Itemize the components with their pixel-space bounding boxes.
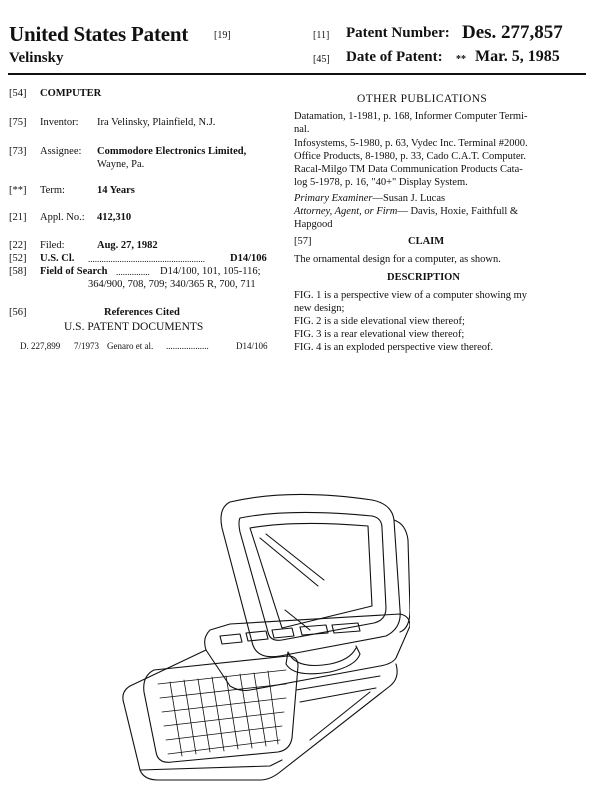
publication-2: Infosystems, 5-1980, p. 63, Vydec Inc. Terminal #2000. [294,138,528,149]
refs-title: References Cited [104,307,180,318]
ref-name: Genaro et al. [107,341,154,351]
term-value: 14 Years [97,185,135,196]
patent-office-title: United States Patent [9,22,189,46]
appl-label: Appl. No.: [40,212,85,223]
inventor-code: [75] [9,117,27,128]
inventor-label: Inventor: [40,117,79,128]
appl-code: [21] [9,212,27,223]
attorney-name-1: — Davis, Hoxie, Faithfull & [397,206,519,217]
term-label: Term: [40,185,65,196]
ref-number: D. 227,899 [20,341,61,351]
date-code: [45] [313,54,330,65]
computer-drawing [110,480,410,790]
assignee-line-2: Wayne, Pa. [97,159,145,170]
refs-subtitle: U.S. PATENT DOCUMENTS [64,321,204,333]
field-label: Field of Search [40,266,108,277]
ref-class: D14/106 [236,341,268,351]
examiner-label: Primary Examiner [294,193,373,204]
monitor-side [394,520,410,632]
fig-3: FIG. 3 is a rear elevational view thereof; [294,329,465,340]
inventor-short-name: Velinsky [9,50,64,66]
attorney-name-2: Hapgood [294,219,333,230]
description-title: DESCRIPTION [387,272,460,283]
claim-code: [57] [294,236,312,247]
uscl-dots: .................................................... [88,254,205,264]
title-code: [19] [214,30,231,41]
key-grid [158,670,286,756]
claim-text: The ornamental design for a computer, as shown. [294,254,501,265]
uscl-value: D14/106 [230,253,267,264]
ref-date: 7/1973 [74,341,100,351]
fig-1-line-1: FIG. 1 is a perspective view of a computer showing my [294,290,527,301]
screen-glare [260,534,324,630]
assignee-label: Assignee: [40,146,82,157]
field-line-1: D14/100, 101, 105-116; [160,266,261,277]
field-dots: ............... [116,267,150,277]
field-code: [58] [9,266,27,277]
primary-examiner [294,192,445,206]
claim-title: CLAIM [408,236,445,247]
filed-label: Filed: [40,240,65,251]
attorney-line-1 [294,205,518,219]
base-front-edge [140,760,282,770]
examiner-name: —Susan J. Lucas [372,193,446,204]
patent-number-code: [11] [313,30,330,41]
term-code: [**] [9,185,27,196]
fig-4: FIG. 4 is an exploded perspective view thereof. [294,342,494,353]
publication-1-line-1: Datamation, 1-1981, p. 168, Informer Computer Termi- [294,111,528,122]
date-label: Date of Patent: [346,49,443,65]
uscl-code: [52] [9,253,27,264]
field-line-2: 364/900, 708, 709; 340/365 R, 700, 711 [88,279,256,290]
patent-number: Des. 277,857 [462,22,563,43]
patent-date: Mar. 5, 1985 [475,48,560,65]
base-side-detail [296,676,380,740]
publication-1-line-2: nal. [294,124,310,135]
fig-2: FIG. 2 is a side elevational view thereof; [294,316,465,327]
publication-4-line-2: log 5-1978, p. 16, "40+" Display System. [294,177,468,188]
filed-code: [22] [9,240,27,251]
title-field-code: [54] [9,88,27,99]
date-marks: ** [456,54,466,65]
header-rule [8,73,586,75]
attorney-label: Attorney, Agent, or Firm [294,206,398,217]
inventor-value: Ira Velinsky, Plainfield, N.J. [97,117,216,128]
appl-value: 412,310 [97,212,132,223]
ref-dots: ................... [166,341,209,351]
other-publications-title: OTHER PUBLICATIONS [357,93,488,105]
patent-number-label: Patent Number: [346,25,450,41]
assignee-line-1: Commodore Electronics Limited, [97,146,247,157]
monitor-bezel [239,512,386,640]
invention-title: COMPUTER [40,88,102,99]
publication-4-line-1: Racal-Milgo TM Data Communication Products Cata- [294,164,523,175]
assignee-code: [73] [9,146,27,157]
publication-3: Office Products, 8-1980, p. 33, Cado C.A.T. Computer. [294,151,527,162]
fig-1-line-2: new design; [294,303,345,314]
filed-value: Aug. 27, 1982 [97,240,158,251]
monitor-screen [250,523,372,628]
refs-code: [56] [9,307,27,318]
uscl-label: U.S. Cl. [40,253,75,264]
base-top-deck [205,614,410,691]
